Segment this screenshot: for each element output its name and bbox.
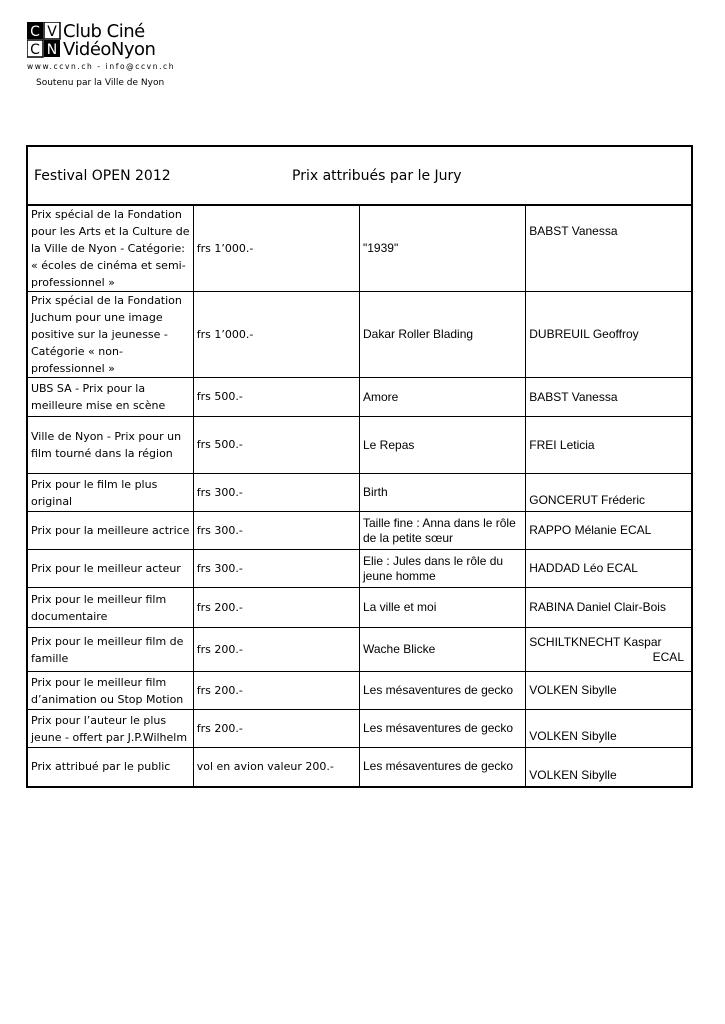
winner-cell: HADDAD Léo ECAL xyxy=(526,550,692,588)
amount-cell: frs 500.- xyxy=(193,378,359,417)
logo-letter: V xyxy=(47,24,57,40)
table-row xyxy=(27,205,692,292)
ccvn-logo-mark xyxy=(27,22,61,58)
sponsor-note: Soutenu par la Ville de Nyon xyxy=(36,78,165,88)
amount-cell: frs 500.- xyxy=(193,417,359,474)
table-row xyxy=(27,748,692,787)
prize-cell: Prix pour le meilleur acteur xyxy=(27,550,193,588)
winner-name: SCHILTKNECHT Kaspar xyxy=(529,634,662,649)
amount-cell: frs 1’000.- xyxy=(193,292,359,378)
winner-cell: BABST Vanessa xyxy=(526,378,692,417)
logo-club-cine: Club Ciné xyxy=(63,21,145,42)
logo-letter: C xyxy=(30,24,40,40)
film-cell: Les mésaventures de gecko xyxy=(360,672,526,710)
amount-cell: frs 300.- xyxy=(193,550,359,588)
table-row xyxy=(27,588,692,628)
amount-cell: frs 1’000.- xyxy=(193,205,359,292)
prize-cell: Prix pour l’auteur le plus jeune - offert par J.P.Wilhelm xyxy=(27,710,193,748)
table-row xyxy=(27,474,692,512)
winner-school: ECAL xyxy=(652,649,684,664)
film-cell: Les mésaventures de gecko xyxy=(360,748,526,787)
jury-title: Prix attribués par le Jury xyxy=(292,167,462,184)
winner-cell: VOLKEN Sibylle xyxy=(526,672,692,710)
table-row xyxy=(27,378,692,417)
winner-cell: VOLKEN Sibylle xyxy=(526,710,692,748)
film-cell: Birth xyxy=(360,474,526,512)
film-cell: "1939" xyxy=(360,205,526,292)
prize-cell: Prix spécial de la Fondation pour les Arts et la Culture de la Ville de Nyon - Catégorie: « écoles de cinéma et semi-professionnel » xyxy=(27,205,193,292)
film-cell: Elie : Jules dans le rôle du jeune homme xyxy=(360,550,526,588)
prize-cell: Prix attribué par le public xyxy=(27,748,193,787)
festival-title: Festival OPEN 2012 xyxy=(34,167,171,184)
winner-cell: RAPPO Mélanie ECAL xyxy=(526,512,692,550)
club-logo xyxy=(27,22,187,74)
table-row xyxy=(27,710,692,748)
winner-cell: VOLKEN Sibylle xyxy=(526,748,692,787)
prize-cell: Prix pour le meilleur film documentaire xyxy=(27,588,193,628)
amount-cell: frs 200.- xyxy=(193,672,359,710)
film-cell: Amore xyxy=(360,378,526,417)
prize-cell: Prix pour le film le plus original xyxy=(27,474,193,512)
prize-cell: UBS SA - Prix pour la meilleure mise en scène xyxy=(27,378,193,417)
film-cell: Taille fine : Anna dans le rôle de la petite sœur xyxy=(360,512,526,550)
logo-url: www.ccvn.ch - info@ccvn.ch xyxy=(27,62,176,71)
prize-cell: Prix pour la meilleure actrice xyxy=(27,512,193,550)
prize-cell: Prix pour le meilleur film de famille xyxy=(27,628,193,672)
winner-cell: FREI Leticia xyxy=(526,417,692,474)
prize-cell: Prix spécial de la Fondation Juchum pour une image positive sur la jeunesse - Catégorie « non-professionnel » xyxy=(27,292,193,378)
table-row xyxy=(27,550,692,588)
prize-cell: Ville de Nyon - Prix pour un film tourné dans la région xyxy=(27,417,193,474)
amount-cell: frs 200.- xyxy=(193,710,359,748)
amount-cell: frs 300.- xyxy=(193,474,359,512)
winner-cell: DUBREUIL Geoffroy xyxy=(526,292,692,378)
winner-cell: GONCERUT Fréderic xyxy=(526,474,692,512)
table-row xyxy=(27,672,692,710)
table-header xyxy=(27,146,692,205)
prize-cell: Prix pour le meilleur film d’animation ou Stop Motion xyxy=(27,672,193,710)
amount-cell: frs 200.- xyxy=(193,628,359,672)
table-row xyxy=(27,292,692,378)
amount-cell: vol en avion valeur 200.- xyxy=(193,748,359,787)
film-cell: La ville et moi xyxy=(360,588,526,628)
film-cell: Wache Blicke xyxy=(360,628,526,672)
amount-cell: frs 300.- xyxy=(193,512,359,550)
winner-cell: BABST Vanessa xyxy=(526,205,692,292)
winner-cell: RABINA Daniel Clair-Bois xyxy=(526,588,692,628)
prizes-table xyxy=(26,145,693,788)
table-row xyxy=(27,417,692,474)
logo-video-nyon: VidéoNyon xyxy=(63,39,156,60)
film-cell: Dakar Roller Blading xyxy=(360,292,526,378)
film-cell: Les mésaventures de gecko xyxy=(360,710,526,748)
amount-cell: frs 200.- xyxy=(193,588,359,628)
film-cell: Le Repas xyxy=(360,417,526,474)
table-row xyxy=(27,512,692,550)
logo-letter: C xyxy=(30,42,40,58)
logo-letter: N xyxy=(46,42,58,58)
winner-cell xyxy=(526,628,692,672)
table-row xyxy=(27,628,692,672)
